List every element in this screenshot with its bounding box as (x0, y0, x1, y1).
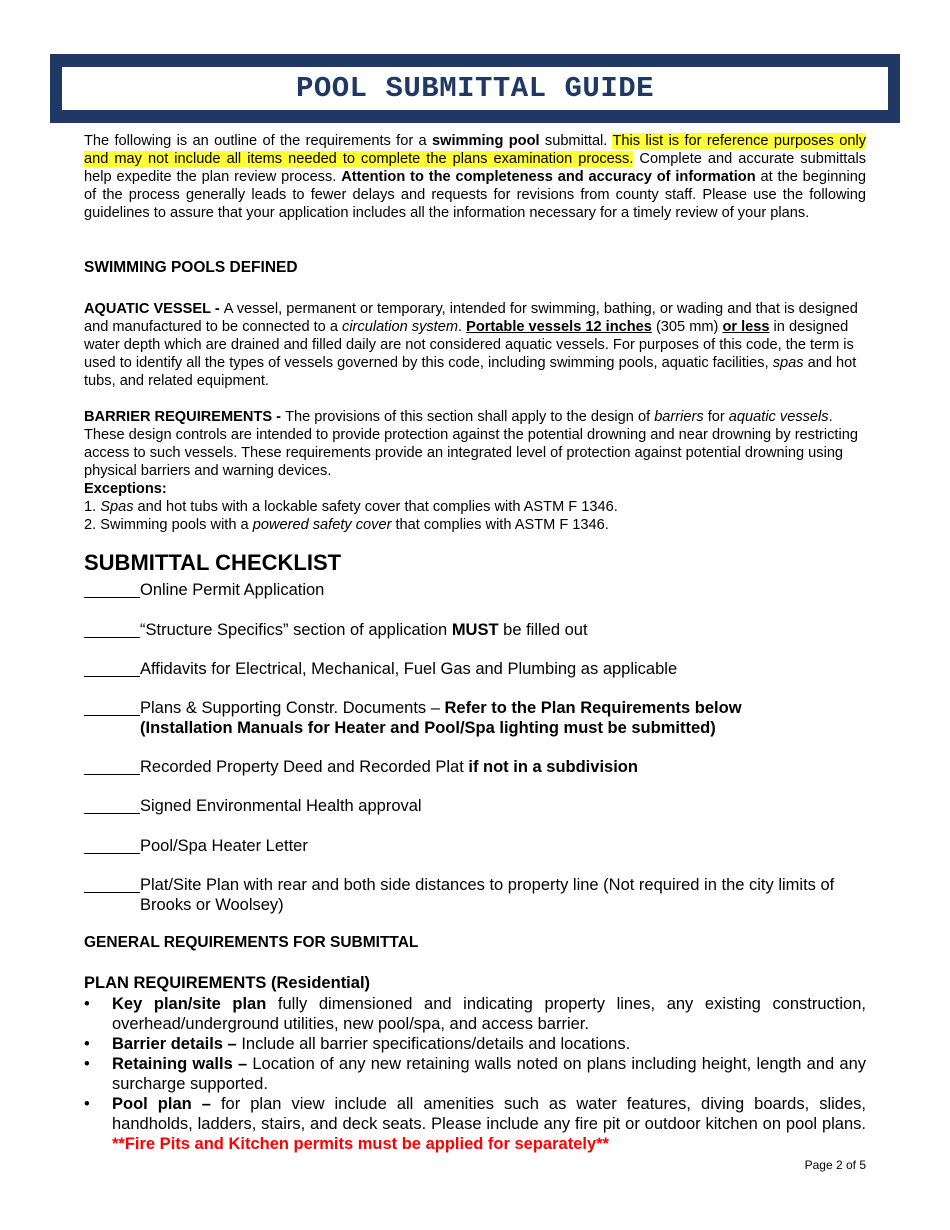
checkbox-blank[interactable] (84, 580, 140, 598)
item5-bold: if not in a subdivision (468, 758, 638, 776)
bullet-label: Barrier details – (112, 1035, 237, 1053)
checklist-item-permit-application (84, 580, 874, 600)
aquatic-underline-1: Portable vessels 12 inches (466, 319, 652, 335)
checkbox-blank[interactable] (84, 796, 140, 814)
checkbox-blank[interactable] (84, 875, 140, 893)
exception-1 (84, 498, 866, 516)
checklist-item-label: Affidavits for Electrical, Mechanical, Fuel Gas and Plumbing as applicable (140, 660, 678, 678)
separate-permits-notice: **Fire Pits and Kitchen permits must be applied for separately** (112, 1135, 609, 1153)
barrier-paragraph (84, 408, 866, 480)
checklist-item-label (140, 698, 874, 738)
intro-text-2: submittal. (539, 133, 613, 149)
checklist-title: SUBMITTAL CHECKLIST (84, 550, 342, 575)
checklist-item-site-plan (84, 875, 874, 915)
item4-bold-c: (Installation Manuals for Heater and Pool/Spa lighting must be submitted) (140, 719, 716, 737)
exception-2 (84, 516, 866, 534)
aquatic-text-4: in designed water depth which are drained and filled daily are not considered aquatic vessels. For purposes of this code, the term is used to identify all the types of vessels governed by this code, including swimming pools, aquatic facilities, (84, 319, 854, 371)
intro-highlight: This list is for reference purposes only and may not include all items needed to complete the plans examination process. (84, 133, 867, 167)
checkbox-blank[interactable] (84, 698, 140, 716)
item2-bold: MUST (451, 621, 499, 639)
intro-text-1: The following is an outline of the requirements for a (84, 133, 433, 149)
item4-text-a: Plans & Supporting Constr. Documents – (140, 699, 445, 717)
checklist-item-label (140, 757, 874, 777)
title-banner (50, 54, 900, 123)
general-requirements-heading: GENERAL REQUIREMENTS FOR SUBMITTAL (84, 934, 419, 951)
checklist-item-label: Online Permit Application (140, 581, 325, 599)
list-item (84, 1094, 866, 1154)
checklist-item-label: Plat/Site Plan with rear and both side distances to property line (Not required in the city limits of Brooks or Woolsey) (140, 876, 835, 914)
item2-text-a: “Structure Specifics” section of application (140, 621, 452, 639)
bullet-text: fully dimensioned and indicating property lines, any existing construction, overhead/underground utilities, new pool/spa, and access barrier. (112, 995, 866, 1033)
bullet-label: Key plan/site plan (112, 995, 267, 1013)
plan-requirements-heading: PLAN REQUIREMENTS (Residential) (84, 974, 371, 992)
page-title: POOL SUBMITTAL GUIDE (295, 72, 655, 105)
checklist-item-label (140, 620, 874, 640)
intro-bold-2: Attention to the completeness and accuracy of information (341, 169, 756, 185)
barrier-text-2: for (703, 409, 729, 425)
aquatic-text-1: A vessel, permanent or temporary, intended for swimming, bathing, or wading and that is designed and manufactured to be connected to a (84, 301, 858, 335)
aquatic-text-3: (305 mm) (651, 319, 723, 335)
checklist-item-plans (84, 698, 874, 738)
list-item (84, 1034, 866, 1054)
checklist-item-affidavits (84, 659, 874, 679)
barrier-text-1: The provisions of this section shall apply to the design of (285, 409, 655, 425)
list-item (84, 994, 866, 1034)
exception-2-italic: powered safety cover (252, 517, 392, 533)
exception-1-num: 1. (84, 499, 101, 515)
intro-text-3: Complete and accurate submittals help expedite the plan review process. (84, 151, 866, 185)
bullet-text: Location of any new retaining walls noted on plans including height, length and any surcharge supported. (112, 1055, 866, 1093)
bullet-label: Pool plan – (112, 1095, 211, 1113)
checklist-item-environmental-health (84, 796, 874, 816)
list-item (84, 1054, 866, 1094)
defined-heading: SWIMMING POOLS DEFINED (84, 259, 298, 276)
intro-paragraph (84, 132, 866, 222)
exceptions-label (84, 480, 866, 498)
bullet-dot: • (84, 1035, 90, 1053)
plan-requirements-list (84, 994, 866, 1154)
barrier-italic-1: barriers (654, 409, 704, 425)
page-number: Page 2 of 5 (804, 1158, 866, 1172)
bullet-dot: • (84, 1095, 90, 1113)
bullet-label: Retaining walls – (112, 1055, 248, 1073)
checklist-item-property-deed (84, 757, 874, 777)
checkbox-blank[interactable] (84, 620, 140, 638)
bullet-dot: • (84, 1055, 90, 1073)
checklist-item-label: Pool/Spa Heater Letter (140, 837, 308, 855)
checklist-item-structure-specifics (84, 620, 874, 640)
title-box (62, 67, 888, 110)
item4-bold-b: Refer to the Plan Requirements below (444, 699, 742, 717)
aquatic-italic-1: circulation system (342, 319, 458, 335)
aquatic-italic-2: spas (772, 355, 804, 371)
aquatic-underline-2: or less (722, 319, 770, 335)
exception-2-text-2: that complies with ASTM F 1346. (391, 517, 609, 533)
checkbox-blank[interactable] (84, 836, 140, 854)
barrier-italic-2: aquatic vessels (728, 409, 829, 425)
intro-bold-1: swimming pool (432, 133, 540, 149)
barrier-label: BARRIER REQUIREMENTS - (84, 409, 286, 425)
barrier-text-3: . These design controls are intended to provide protection against the potential drowning and near drowning by restricting access to such vessels. These requirements provide an integrated level of protection against potential drowning using physical barriers and warning devices. (84, 409, 858, 479)
exception-2-text-1: 2. Swimming pools with a (84, 517, 253, 533)
exception-1-italic: Spas (100, 499, 134, 515)
bullet-text: Include all barrier specifications/details and locations. (236, 1035, 631, 1053)
aquatic-vessel-paragraph (84, 300, 866, 390)
aquatic-text-5: and hot tubs, and related equipment. (84, 355, 857, 389)
checkbox-blank[interactable] (84, 757, 140, 775)
item2-text-c: be filled out (498, 621, 588, 639)
checklist-item-heater-letter (84, 836, 874, 856)
intro-text-4: at the beginning of the process generally leads to fewer delays and requests for revisions from county staff. Please use the following guidelines to assure that your application includes all the information necessary for a timely review of your plans. (84, 169, 866, 221)
definitions-section (84, 300, 866, 534)
aquatic-text-2: . (458, 319, 467, 335)
bullet-dot: • (84, 995, 90, 1013)
aquatic-label: AQUATIC VESSEL - (84, 301, 224, 317)
checklist-item-label: Signed Environmental Health approval (140, 797, 422, 815)
checkbox-blank[interactable] (84, 659, 140, 677)
bullet-text: for plan view include all amenities such as water features, diving boards, slides, handholds, ladders, stairs, and deck seats. Please include any fire pit or outdoor kitchen on pool plans. (112, 1095, 866, 1133)
exception-1-text: and hot tubs with a lockable safety cover that complies with ASTM F 1346. (133, 499, 618, 515)
item5-text: Recorded Property Deed and Recorded Plat (140, 758, 469, 776)
exceptions-label-text: Exceptions: (84, 481, 167, 497)
